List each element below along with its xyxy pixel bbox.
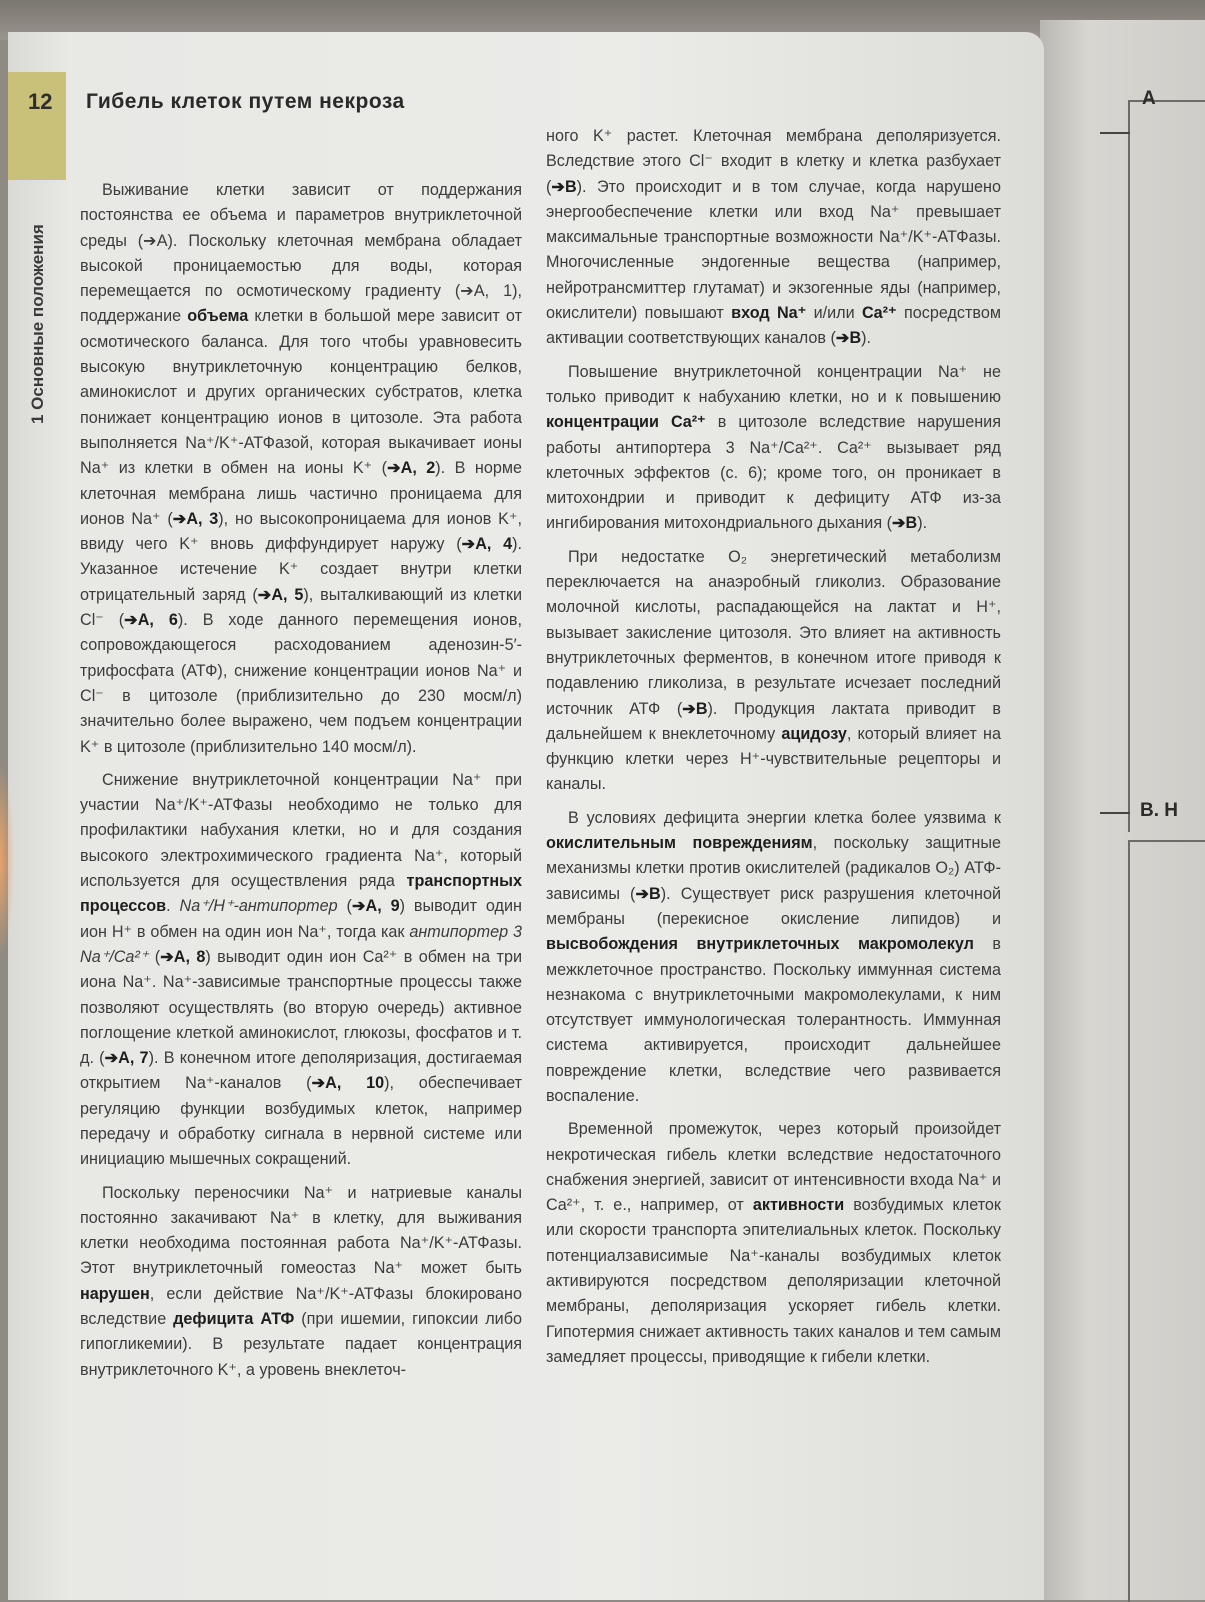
facing-page (1040, 20, 1205, 1600)
page-number: 12 (28, 89, 53, 114)
right-paragraph: Повышение внутриклеточной концентрации Na⁺ не только приводит к набуханию клетки, но и к повышению концентрации Ca²⁺ в цитозоле вследствие нарушения работы антипортера 3 Na⁺/Ca²⁺. Ca²⁺ вызывает ряд клеточных эффектов (с. 6); кроме того, он проникает в митохондрии и приводит к дефициту АТФ из-за ингибирования митохондриального дыхания (➔B). (546, 362, 1001, 533)
left-paragraph: Снижение внутриклеточной концентрации Na⁺ при участии Na⁺/K⁺-АТФазы необходимо не только для профилактики набухания клетки, но и для создания высокого электрохимического градиента Na⁺, который используется для осуществления ряда транспортных процессов. Na⁺/H⁺-антипортер (➔A, 9) выводит один ион H⁺ в обмен на один ион Na⁺, тогда как антипортер 3 Na⁺/Ca²⁺ (➔A, 8) выводит один ион Ca²⁺ в обмен на три иона Na⁺. Na⁺-зависимые транспортные процессы также позволяют осуществлять (во вторую очередь) активное поглощение клеткой аминокислот, глюкозы, фосфатов и т. д. (➔A, 7). В конечном итоге деполяризация, достигаемая открытием Na⁺-каналов (➔A, 10), обеспечивает регуляцию функции возбудимых клеток, например передачу и обработку сигнала в нервной системе или инициацию мышечных сокращений. (80, 770, 522, 1169)
left-paragraph: Выживание клетки зависит от поддержания постоянства ее объема и параметров внутриклеточной среды (➔A). Поскольку клеточная мембрана обладает высокой проницаемостью для воды, которая перемещается по осмотическому градиенту (➔A, 1), поддержание объема клетки в большой мере зависит от осмотического баланса. Для того чтобы уравновесить высокую внутриклеточную концентрацию белков, аминокислот и других органических субстратов, клетка понижает концентрацию ионов в цитозоле. Эта работа выполняется Na⁺/K⁺-АТФазой, которая выкачивает ионы Na⁺ из клетки в обмен на ионы K⁺ (➔A, 2). В норме клеточная мембрана лишь частично проницаема для ионов Na⁺ (➔A, 3), но высокопроницаема для ионов K⁺, ввиду чего K⁺ вновь диффундирует наружу (➔A, 4). Указанное истечение K⁺ создает внутри клетки отрицательный заряд (➔A, 5), выталкивающий из клетки Cl⁻ (➔A, 6). В ходе данного перемещения ионов, сопровождающегося расходованием аденозин-5′-трифосфата (АТФ), снижение концентрации ионов Na⁺ и Cl⁻ в цитозоле (приблизительно до 230 мосм/л) значительно более выражено, чем подъем концентрации K⁺ в цитозоле (приблизительно 140 мосм/л). (80, 181, 523, 756)
figure-frame-a (1128, 100, 1205, 832)
label-tick-b (1100, 812, 1130, 814)
label-tick-a (1100, 132, 1130, 134)
right-paragraph: При недостатке O₂ энергетический метаболизм переключается на анаэробный гликолиз. Образование молочной кислоты, распадающейся на лактат и H⁺, вызывает закисление цитозоля. Это влияет на активность внутриклеточных ферментов, в конечном итоге приводя к подавлению гликолиза, в результате исчезает последний источник АТФ (➔B). Продукция лактата приводит в дальнейшем к внеклеточному ацидозу, который влияет на функцию клетки через H⁺-чувствительные рецепторы и каналы. (546, 547, 1001, 794)
figure-frame-b (1128, 840, 1205, 1602)
thumb-shadow (0, 760, 14, 960)
right-paragraph: ного K⁺ растет. Клеточная мембрана деполяризуется. Вследствие этого Cl⁻ входит в клетку и клетка разбухает (➔B). Это происходит и в том случае, когда нарушено энергообеспечение клетки или вход Na⁺ превышает максимальные транспортные возможности Na⁺/K⁺-АТФазы. Многочисленные эндогенные вещества (например, нейротрансмиттер глутамат) и экзогенные яды (например, окислители) повышают вход Na⁺ и/или Ca²⁺ посредством активации соответствующих каналов (➔B). (546, 127, 1001, 348)
side-label (28, 204, 58, 424)
left-column (80, 178, 522, 1391)
figure-label-a: A (1142, 88, 1156, 109)
left-paragraph: Поскольку переносчики Na⁺ и натриевые каналы постоянно закачивают Na⁺ в клетку, для выживания клетки необходима постоянная работа Na⁺/K⁺-АТФазы. Этот внутриклеточный гомеостаз Na⁺ может быть нарушен, если действие Na⁺/K⁺-АТФазы блокировано вследствие дефицита АТФ (при ишемии, гипоксии либо гипогликемии). В результате падает концентрация внутриклеточного K⁺, а уровень внеклеточ- (80, 1183, 522, 1379)
right-paragraph: В условиях дефицита энергии клетка более уязвима к окислительным повреждениям, поскольку защитные механизмы клетки против окислителей (радикалов O₂) АТФ-зависимы (➔B). Существует риск разрушения клеточной мембраны (перекисное окисление липидов) и высвобождения внутриклеточных макромолекул в межклеточное пространство. Поскольку иммунная система незнакома с внутриклеточными макромолекулами, к ним отсутствует иммунологическая толерантность. Иммунная система активируется, происходит дальнейшее повреждение клетки, вследствие чего развивается воспаление. (546, 808, 1001, 1105)
section-label: 1 Основные положения (28, 224, 47, 424)
figure-label-b: B. Н (1140, 800, 1178, 821)
book-page (8, 32, 1044, 1600)
right-paragraph: Временной промежуток, через который произойдет некротическая гибель клетки вследствие недостаточного снабжения энергией, зависит от интенсивности входа Na⁺ и Ca²⁺, т. е., например, от активности возбудимых клеток или скорости транспорта эпителиальных клеток. Поскольку потенциалзависимые Na⁺-каналы возбудимых клеток активируются посредством деполяризации клеточной мембраны, деполяризация ускоряет гибель клетки. Гипотермия снижает активность таких каналов и тем самым замедляет процессы, приводящие к гибели клетки. (546, 1120, 1002, 1366)
right-column (546, 124, 1001, 1378)
page-title: Гибель клеток путем некроза (86, 90, 405, 113)
